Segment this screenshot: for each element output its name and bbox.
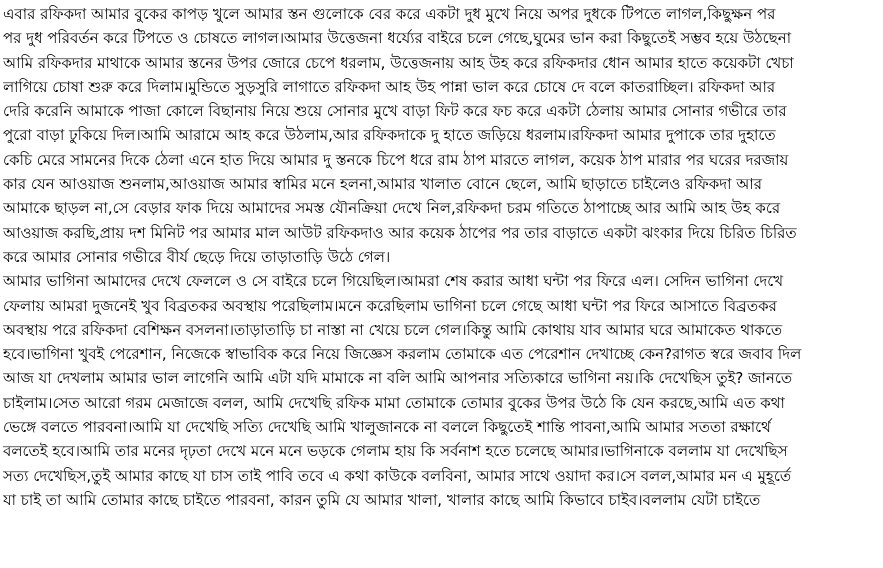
text-line: কার যেন আওয়াজ শুনলাম,আওয়াজ আমার স্বামির মনে হলনা,আমার খালাত বোনে ছেলে, আমি ছাড়াতে চাইলেও রফিকদা আর [3, 175, 762, 194]
text-line: সত্য দেখেছিস,তুই আমার কাছে যা চাস তাই পাবি তবে এ কথা কাউকে বলবিনা, আমার সাথে ওয়াদা কর।সে বলল,আমার মন এ মুহূর্তে [3, 466, 792, 485]
text-line: যা চাই তা আমি তোমার কাছে চাইতে পারবনা, কারন তুমি যে আমার খালা, খালার কাছে আমি কিভাবে চাইব।বললাম যেটা চাইতে [3, 490, 761, 509]
text-line: আওয়াজ করছি,প্রায় দশ মিনিট পর আমার মাল আউট রফিকদাও আর কয়েক ঠাপের পর তার বাড়াতে একটা ঝংকার দিয়ে চিরিত চিরিত [3, 223, 797, 242]
text-line: অবস্থায় পরে রফিকদা বেশিক্ষন বসলনা।তাড়াতাড়ি চা নাস্তা না খেয়ে চলে গেল।কিন্তু আমি কোথায় যাব আমার ঘরে আমাকেত থাকতে [3, 320, 783, 339]
document-text [3, 2, 879, 512]
text-line: করে আমার সোনার গভীরে বীর্য ছেড়ে দিয়ে তাড়াতাড়ি উঠে গেল। [3, 247, 391, 266]
text-line: চাইলাম।সেত আরো গরম মেজাজে বলল, আমি দেখেছি রফিক মামা তোমাকে তোমার বুকের উপর উঠে কি যেন করছে,আমি এত কথা [3, 393, 785, 412]
text-line: আমার ভাগিনা আমাদের দেখে ফেললে ও সে বাইরে চলে গিয়েছিল।আমরা শেষ করার আধা ঘন্টা পর ফিরে এল। সেদিন ভাগিনা দেখে [3, 272, 784, 291]
text-line: লাগিয়ে চোষা শুরু করে দিলাম।মুন্ডিতে সুড়সুরি লাগাতে রফিকদা আহ উহ পান্না ভাল করে চোষে দে বলে কাতরাচ্ছিল। রফিকদা আর [3, 77, 776, 96]
text-line: ফেলায় আমরা দুজনেই খুব বিব্রতকর অবস্থায় পরেছিলাম।মনে করেছিলাম ভাগিনা চলে গেছে আধা ঘন্টা পর ফিরে আসাতে বিব্রতকর [3, 296, 777, 315]
text-line: পুরো বাড়া ঢুকিয়ে দিল।আমি আরামে আহ করে উঠলাম,আর রফিকদাকে দু হাতে জড়িয়ে ধরলাম।রফিকদা আমার দুপাকে তার দুহাতে [3, 126, 776, 145]
text-line: এবার রফিকদা আমার বুকের কাপড় খুলে আমার স্তন গুলোকে বের করে একটা দুধ মুখে নিয়ে অপর দুধকে টিপতে লাগল,কিছুক্ষন পর [3, 5, 776, 23]
text-line: দেরি করেনি আমাকে পাজা কোলে বিছানায় নিয়ে শুয়ে সোনার মুখে বাড়া ফিট করে ফচ করে একটা ঠেলায় আমার সোনার গভীরে তার [3, 102, 787, 121]
text-line: আমাকে ছাড়ল না,সে বেড়ার ফাক দিয়ে আমাদের সমস্ত যৌনক্রিয়া দেখে নিল,রফিকদা চরম গতিতে ঠাপাচ্ছে আর আমি আহ উহ করে [3, 199, 781, 218]
text-line: ভেঙ্গে বলতে পারবনা।আমি যা দেখেছি সত্যি দেখেছি আমি খালুজানকে না বললে কিছুতেই শান্তি পাবনা,আমি আমার সততা রক্ষার্থে [3, 418, 771, 437]
text-line: আমি রফিকদার মাথাকে আমার স্তনের উপর জোরে চেপে ধরলাম, উত্তেজনায় আহ উহ করে রফিকদার ধোন আমার হাতে কয়েকটা খেচা [3, 53, 794, 72]
text-line: আজ যা দেখলাম আমার ভাল লাগেনি আমি এটা যদি মামাকে না বলি আমি আপনার সত্যিকারে ভাগিনা নয়।কি দেখেছিস তুই? জানতে [3, 369, 793, 388]
text-line: হবে।ভাগিনা খুবই পেরেশান, নিজেকে স্বাভাবিক করে নিয়ে জিজ্ঞেস করলাম তোমাকে এত পেরেশান দেখাচ্ছে কেন?রাগত স্বরে জবাব দিল [3, 345, 802, 364]
text-line: কেচি মেরে সামনের দিকে ঠেলা এনে হাত দিয়ে আমার দু স্তনকে চিপে ধরে রাম ঠাপ মারতে লাগল, কয়েক ঠাপ মারার পর ঘরের দরজায় [3, 150, 789, 169]
text-line: পর দুধ পরিবর্তন করে টিপতে ও চোষতে লাগল।আমার উত্তেজনা ধর্য্যের বাইরে চলে গেছে,ঘুমের ভান করা কিছুতেই সম্ভব হয়ে উঠছেনা [3, 29, 792, 48]
text-line: বলতেই হবে।আমি তার মনের দৃঢ়তা দেখে মনে মনে ভড়কে গেলাম হায় কি সর্বনাশ হতে চলেছে আমার।ভাগিনাকে বললাম যা দেখেছিস [3, 442, 788, 461]
